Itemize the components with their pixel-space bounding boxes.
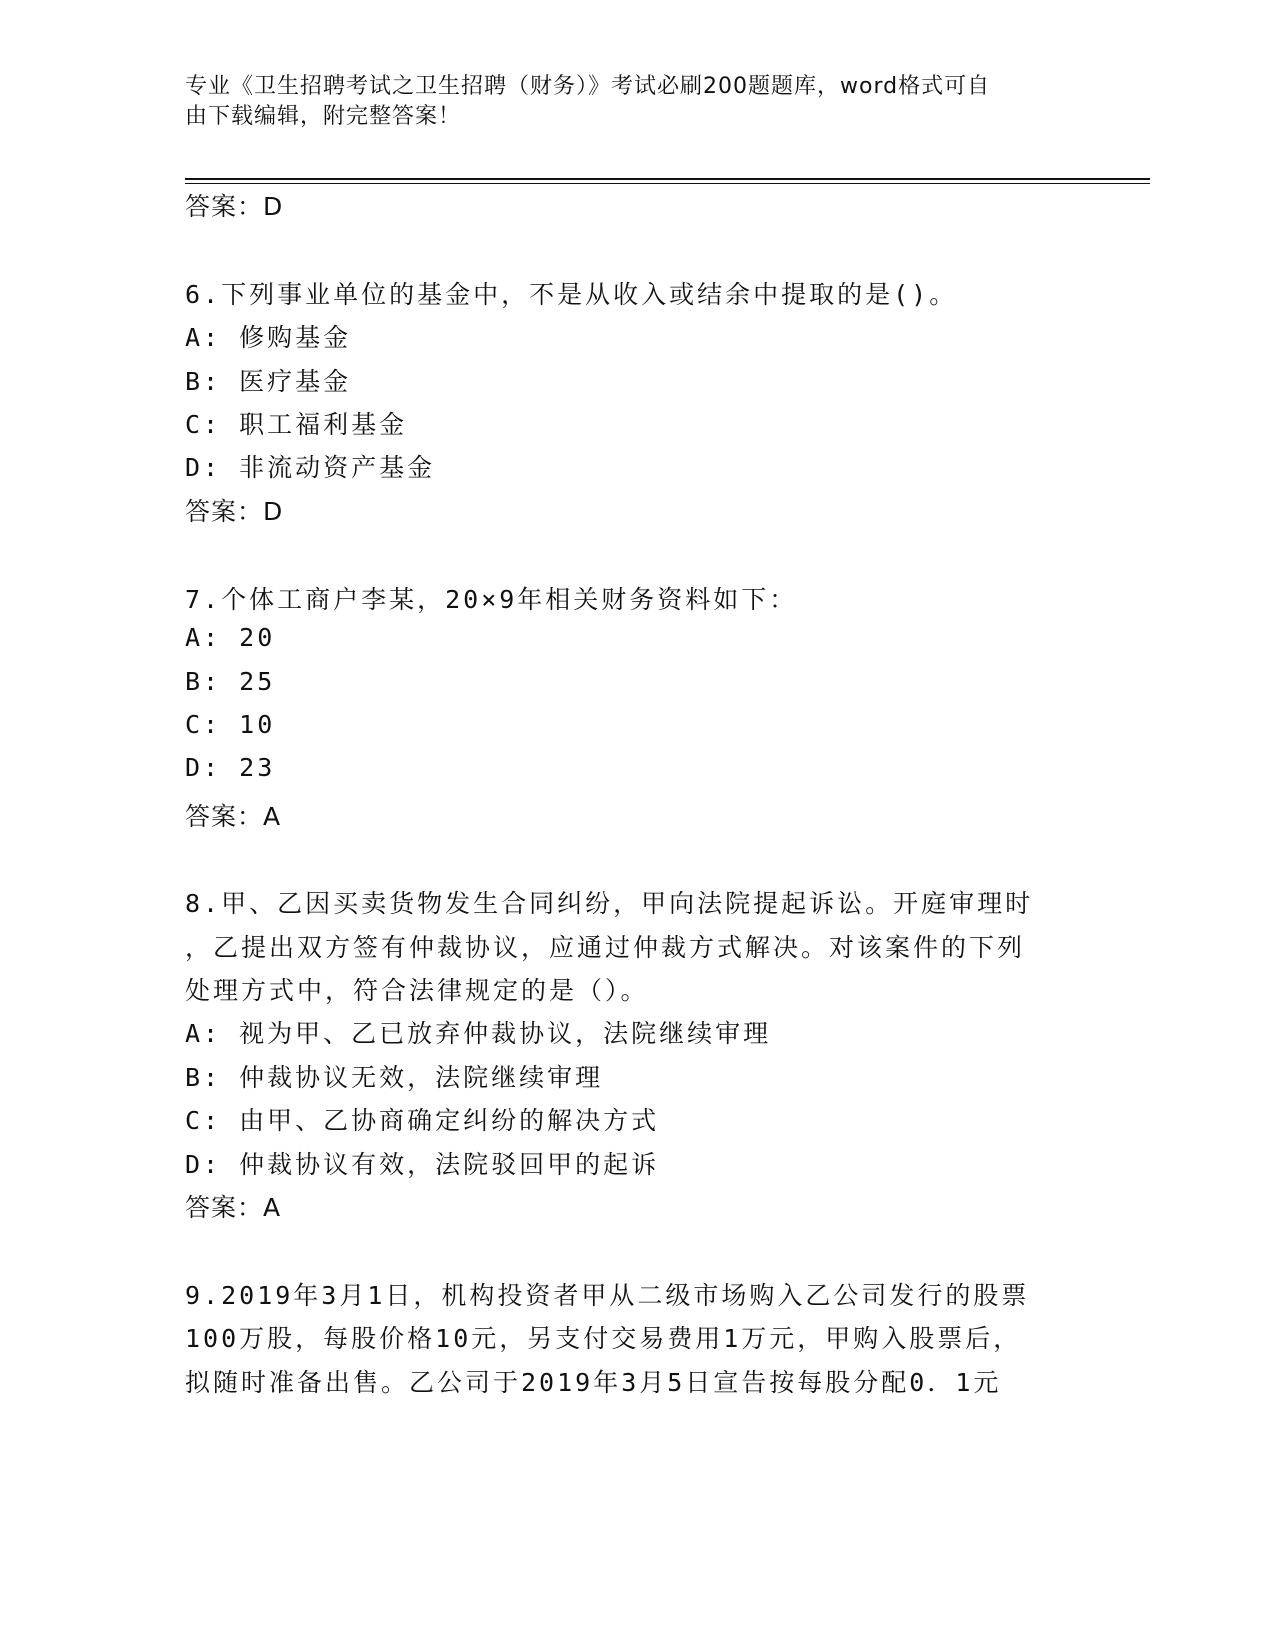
answer-line: 答案：A [185, 1193, 282, 1222]
header-rule-thick [185, 178, 1150, 180]
option-line: C: 10 [185, 710, 276, 739]
answer-line: 答案：D [185, 192, 284, 221]
question-text: ，乙提出双方签有仲裁协议，应通过仲裁方式解决。对该案件的下列 [185, 933, 1026, 962]
question-text: 100万股，每股价格10元，另支付交易费用1万元，甲购入股票后， [185, 1324, 1022, 1353]
answer-line: 答案：D [185, 497, 284, 526]
header-rule-thin [185, 183, 1150, 184]
header-line-1: 专业《卫生招聘考试之卫生招聘（财务）》考试必刷200题题库，word格式可自 [185, 74, 991, 99]
option-line: B: 仲裁协议无效，法院继续审理 [185, 1063, 604, 1092]
option-line: D: 仲裁协议有效，法院驳回甲的起诉 [185, 1150, 660, 1179]
question-text: 处理方式中，符合法律规定的是（）。 [185, 976, 649, 1005]
header-line-2: 由下载编辑，附完整答案！ [185, 104, 462, 129]
option-line: B: 医疗基金 [185, 367, 352, 396]
option-line: C: 职工福利基金 [185, 410, 408, 439]
option-line: C: 由甲、乙协商确定纠纷的解决方式 [185, 1106, 660, 1135]
option-line: A: 修购基金 [185, 323, 352, 352]
document-header [185, 72, 1065, 132]
question-text: 拟随时准备出售。乙公司于2019年3月5日宣告按每股分配0．1元 [185, 1368, 1002, 1397]
option-line: A: 20 [185, 623, 276, 652]
answer-line: 答案：A [185, 802, 282, 831]
question-text: 6.下列事业单位的基金中，不是从收入或结余中提取的是()。 [185, 280, 958, 309]
option-line: D: 23 [185, 753, 276, 782]
question-text: 8.甲、乙因买卖货物发生合同纠纷，甲向法院提起诉讼。开庭审理时 [185, 889, 1034, 918]
option-line: A: 视为甲、乙已放弃仲裁协议，法院继续审理 [185, 1019, 772, 1048]
question-text: 7.个体工商户李某，20×9年相关财务资料如下： [185, 585, 798, 614]
option-line: D: 非流动资产基金 [185, 453, 436, 482]
question-text: 9.2019年3月1日，机构投资者甲从二级市场购入乙公司发行的股票 [185, 1281, 1030, 1310]
option-line: B: 25 [185, 667, 276, 696]
